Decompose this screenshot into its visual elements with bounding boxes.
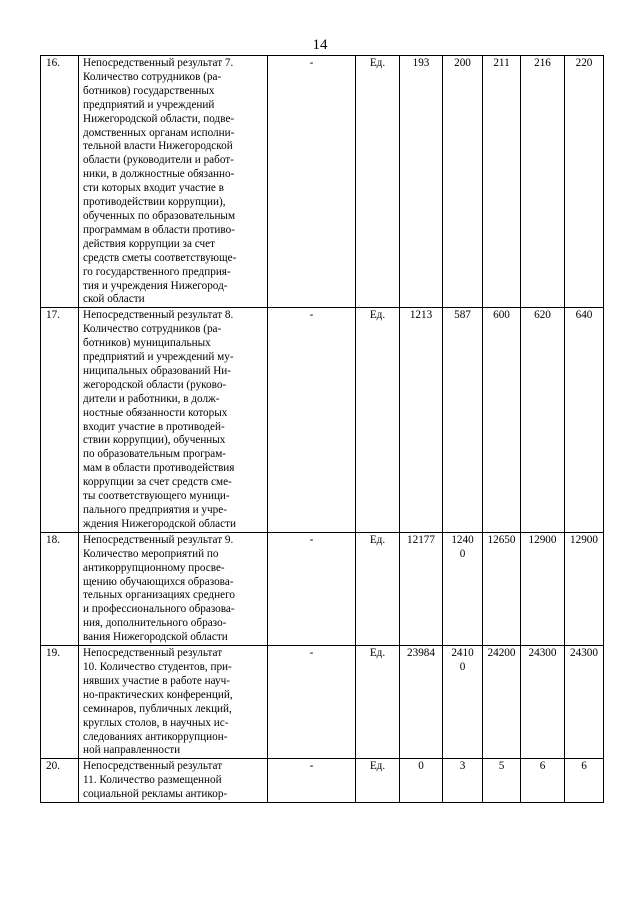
- description-line: тия и учреждения Нижегород-: [83, 279, 228, 292]
- value-line: 12650: [487, 533, 516, 546]
- description-line: антикоррупционному просве-: [83, 561, 225, 574]
- description-line: следованиях антикоррупцион-: [83, 730, 228, 743]
- table-row: [41, 308, 604, 533]
- value-line: 12177: [407, 533, 435, 546]
- description-line: Непосредственный результат 8.: [83, 309, 234, 322]
- value-line: 5: [498, 760, 505, 773]
- description-line: сти которых входит участие в: [83, 182, 224, 195]
- row-description: [79, 56, 268, 308]
- value-year-2: [443, 532, 483, 645]
- description-line: программам в области противо-: [83, 223, 235, 236]
- value-year-1: [400, 532, 443, 645]
- value-year-2: [443, 56, 483, 308]
- value-year-5: [565, 308, 604, 533]
- value-line: 23984: [407, 647, 435, 660]
- indicators-table: [40, 55, 604, 803]
- value-year-3: [483, 56, 521, 308]
- value-line: 620: [534, 309, 551, 322]
- value-line: 3: [459, 760, 466, 773]
- description-line: входит участие в противодей-: [83, 420, 225, 433]
- value-year-5: [565, 56, 604, 308]
- value-line: 600: [493, 309, 510, 322]
- description-line: социальной рекламы антикор-: [83, 788, 228, 801]
- row-description: [79, 646, 268, 759]
- description-line: ботников) государственных: [83, 84, 215, 97]
- description-line: средств сметы соответствующе-: [83, 251, 237, 264]
- description-line: нявших участие в работе науч-: [83, 674, 230, 687]
- value-year-4: [521, 56, 565, 308]
- value-line: 587: [454, 309, 471, 322]
- description-line: круглых столов, в научных ис-: [83, 716, 229, 729]
- row-source: -: [268, 56, 356, 308]
- value-year-4: [521, 308, 565, 533]
- value-line: 640: [575, 309, 593, 322]
- description-line: 11. Количество размещенной: [83, 774, 222, 787]
- value-line: 2410: [451, 647, 474, 660]
- description-line: ниципальных образований Ни-: [83, 364, 232, 377]
- value-year-2: [443, 308, 483, 533]
- row-unit: Ед.: [356, 56, 400, 308]
- value-line: 12900: [570, 533, 598, 546]
- value-year-5: [565, 759, 604, 803]
- table-row: [41, 532, 604, 645]
- description-line: действия коррупции за счет: [83, 237, 215, 250]
- row-number: 18.: [41, 532, 79, 645]
- value-year-1: [400, 759, 443, 803]
- row-number: 16.: [41, 56, 79, 308]
- value-line: 0: [459, 547, 466, 560]
- row-unit: Ед.: [356, 532, 400, 645]
- description-line: и профессионального образова-: [83, 603, 235, 616]
- value-line: 200: [454, 57, 471, 69]
- value-line: 193: [412, 57, 430, 69]
- row-number: 17.: [41, 308, 79, 533]
- table-row: [41, 56, 604, 308]
- value-year-4: [521, 646, 565, 759]
- description-line: ты соответствующего муници-: [83, 490, 230, 503]
- value-line: 24300: [570, 647, 598, 660]
- description-line: Количество мероприятий по: [83, 547, 219, 560]
- description-line: жегородской области (руково-: [83, 378, 227, 391]
- description-line: щению обучающихся образова-: [83, 575, 234, 588]
- description-line: но-практических конференций,: [83, 688, 233, 701]
- description-line: тельной власти Нижегородской: [83, 140, 233, 153]
- description-line: тельных организациях среднего: [83, 589, 235, 602]
- value-line: 12900: [528, 533, 557, 546]
- description-line: Нижегородской области, подве-: [83, 112, 235, 125]
- description-line: ной направленности: [83, 744, 181, 757]
- value-line: 24300: [528, 647, 557, 660]
- value-year-1: [400, 56, 443, 308]
- row-source: -: [268, 308, 356, 533]
- row-source: -: [268, 646, 356, 759]
- value-line: 6: [539, 760, 546, 773]
- value-line: 0: [418, 760, 424, 773]
- description-line: противодействии коррупции),: [83, 196, 226, 209]
- value-line: 1240: [451, 533, 474, 546]
- row-description: [79, 532, 268, 645]
- page-number: 14: [312, 37, 328, 53]
- description-line: домственных органам исполни-: [83, 126, 235, 139]
- row-unit: Ед.: [356, 308, 400, 533]
- value-line: 0: [459, 660, 466, 673]
- description-line: пального предприятия и учре-: [83, 504, 227, 516]
- row-source: -: [268, 759, 356, 803]
- description-line: Непосредственный результат 9.: [83, 533, 234, 546]
- description-line: вания Нижегородской области: [83, 631, 228, 644]
- value-year-1: [400, 646, 443, 759]
- description-line: дители и работники, в долж-: [83, 392, 220, 405]
- description-line: Количество сотрудников (ра-: [83, 323, 222, 336]
- value-year-5: [565, 646, 604, 759]
- row-number: 19.: [41, 646, 79, 759]
- value-year-4: [521, 759, 565, 803]
- value-year-4: [521, 532, 565, 645]
- description-line: обученных по образовательным: [83, 209, 236, 222]
- description-line: коррупции за счет средств сме-: [83, 476, 232, 489]
- row-source: -: [268, 532, 356, 645]
- description-line: Непосредственный результат 7.: [83, 57, 234, 69]
- row-number: 20.: [41, 759, 79, 803]
- value-year-3: [483, 759, 521, 803]
- value-year-3: [483, 646, 521, 759]
- description-line: по образовательным програм-: [83, 448, 227, 461]
- value-line: 211: [493, 57, 510, 69]
- description-line: ботников) муниципальных: [83, 337, 211, 350]
- value-year-3: [483, 308, 521, 533]
- value-line: 24200: [487, 647, 516, 660]
- description-line: мам в области противодействия: [83, 462, 235, 475]
- description-line: ствии коррупции), обученных: [83, 434, 226, 447]
- value-year-3: [483, 532, 521, 645]
- row-description: [79, 308, 268, 533]
- description-line: ской области: [83, 293, 145, 306]
- description-line: Непосредственный результат: [83, 647, 223, 660]
- description-line: го государственного предприя-: [83, 265, 231, 278]
- table-row: [41, 646, 604, 759]
- description-line: области (руководители и работ-: [83, 154, 234, 167]
- value-year-1: [400, 308, 443, 533]
- row-description: [79, 759, 268, 803]
- table-body: [41, 56, 604, 803]
- value-year-2: [443, 759, 483, 803]
- value-line: 220: [575, 57, 593, 69]
- description-line: ния, дополнительного образо-: [83, 617, 227, 630]
- description-line: предприятий и учреждений му-: [83, 351, 234, 364]
- description-line: 10. Количество студентов, при-: [83, 660, 232, 673]
- description-line: семинаров, публичных лекций,: [83, 702, 232, 715]
- value-line: 6: [581, 760, 587, 773]
- description-line: предприятий и учреждений: [83, 98, 215, 111]
- description-line: Непосредственный результат: [83, 760, 223, 773]
- description-line: Количество сотрудников (ра-: [83, 70, 222, 83]
- value-line: 1213: [409, 309, 433, 322]
- description-line: ники, в должностные обязанно-: [83, 168, 235, 181]
- value-year-2: [443, 646, 483, 759]
- value-line: 216: [534, 57, 551, 69]
- description-line: ждения Нижегородской области: [83, 517, 236, 530]
- row-unit: Ед.: [356, 759, 400, 803]
- value-year-5: [565, 532, 604, 645]
- table-row: [41, 759, 604, 803]
- row-unit: Ед.: [356, 646, 400, 759]
- description-line: ностные обязанности которых: [83, 406, 228, 419]
